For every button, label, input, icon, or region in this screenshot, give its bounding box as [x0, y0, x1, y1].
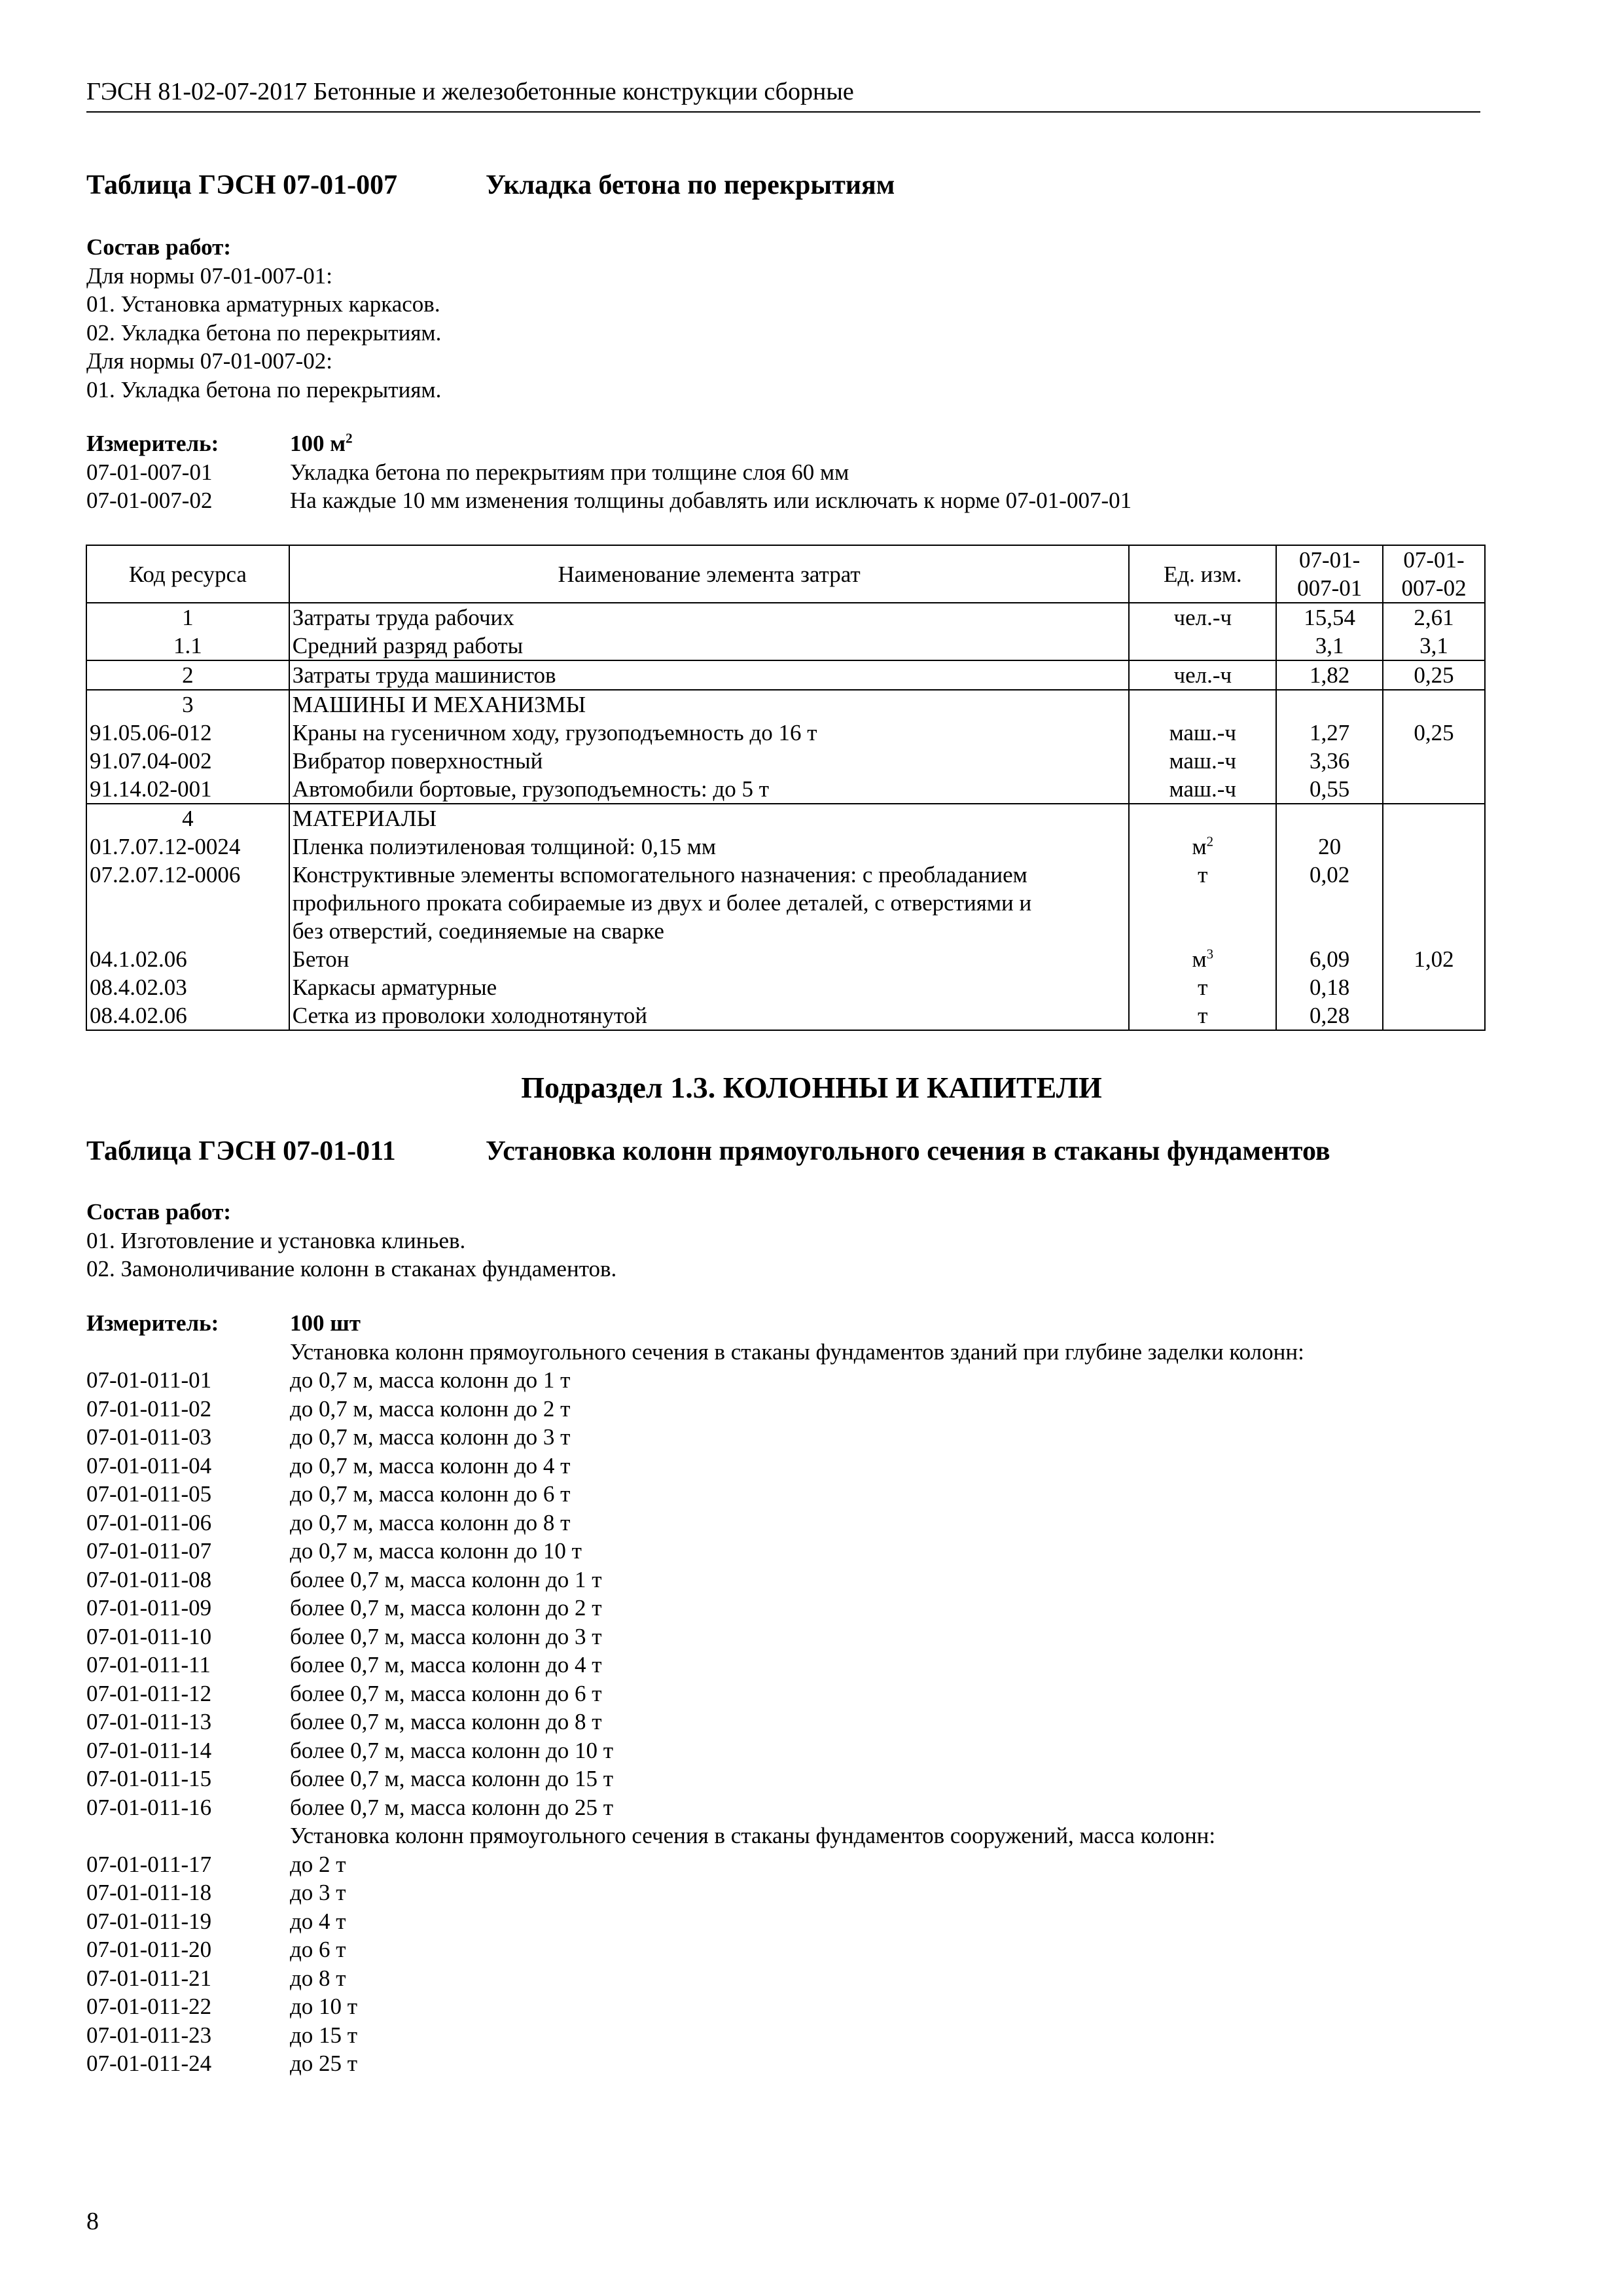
table1-measurer [86, 429, 1132, 515]
norm-text: более 0,7 м, масса колонн до 10 т [290, 1737, 614, 1763]
norm-list-buildings [86, 1366, 1304, 1821]
norm-code: 07-01-011-17 [86, 1851, 212, 1877]
norm-row [86, 2021, 1304, 2050]
measurer-row [86, 1309, 1304, 1338]
table1-code: Таблица ГЭСН 07-01-007 [86, 170, 398, 200]
norm-row [86, 1566, 1304, 1594]
norm-code: 07-01-011-20 [86, 1937, 212, 1962]
norm-text: более 0,7 м, масса колонн до 1 т [290, 1566, 602, 1592]
resource-table [86, 545, 1486, 1031]
table-row: 04.1.02.06 Бетон $м^3$ 6,09 1,02 [86, 945, 1485, 973]
sostav-label: Состав работ: [86, 1199, 231, 1225]
norm-code: 07-01-011-19 [86, 1908, 212, 1934]
table-row: 1.1 Средний разряд работы 3,1 3,1 [86, 632, 1485, 660]
table-row: 91.14.02-001 Автомобили бортовые, грузоподъемность: до 5 т маш.-ч 0,55 [86, 775, 1485, 804]
norm-text: более 0,7 м, масса колонн до 25 т [290, 1794, 614, 1820]
norm-text: более 0,7 м, масса колонн до 3 т [290, 1623, 602, 1649]
norm-row [86, 1964, 1304, 1993]
norm-text: до 0,7 м, масса колонн до 3 т [290, 1424, 571, 1450]
norm-row [86, 1509, 1304, 1537]
norm-code: 07-01-007-01 [86, 459, 213, 485]
norm-row [86, 1395, 1304, 1424]
norm-code: 07-01-011-18 [86, 1880, 212, 1905]
norm-text: до 3 т [290, 1880, 346, 1905]
sostav-line: Для нормы 07-01-007-01: [86, 262, 332, 289]
norm-code: 07-01-007-02 [86, 488, 213, 513]
table1-title: Укладка бетона по перекрытиям [486, 170, 895, 200]
sostav-label: Состав работ: [86, 234, 231, 260]
norm-text: до 4 т [290, 1908, 346, 1934]
norm-code: 07-01-011-07 [86, 1538, 212, 1564]
table2-heading [86, 1135, 1330, 1168]
norm-intro: Установка колонн прямоугольного сечения в стаканы фундаментов сооружений, масса колонн: [290, 1823, 1216, 1848]
norm-code: 07-01-011-15 [86, 1766, 212, 1791]
table-row: 07.2.07.12-0006 Конструктивные элементы вспомогательного назначения: с преобладанием профильного проката собираемые из двух и более деталей, с отверстиями и без отверстий, соединяемые на сварке т 0,02 [86, 861, 1485, 945]
table-row: 2 Затраты труда машинистов чел.-ч 1,82 0,25 [86, 660, 1485, 690]
norm-text: Укладка бетона по перекрытиям при толщине слоя 60 мм [290, 459, 849, 485]
norm-row [86, 458, 1132, 487]
norm-code: 07-01-011-08 [86, 1566, 212, 1592]
norm-row [86, 1480, 1304, 1509]
sostav-line: 01. Изготовление и установка клиньев. [86, 1227, 466, 1253]
measurer-row [86, 429, 1132, 458]
norm-text: более 0,7 м, масса колонн до 8 т [290, 1709, 602, 1734]
norm-list-structures [86, 1850, 1304, 2078]
norm-row [86, 2049, 1304, 2078]
norm-text: до 15 т [290, 2022, 358, 2048]
col-norm1: 07-01- 007-01 [1276, 545, 1383, 603]
norm-text: более 0,7 м, масса колонн до 2 т [290, 1595, 602, 1621]
running-header: ГЭСН 81-02-07-2017 Бетонные и железобетонные конструкции сборные [86, 77, 1480, 113]
norm-row [86, 1765, 1304, 1793]
table-row: 08.4.02.03 Каркасы арматурные т 0,18 [86, 973, 1485, 1001]
col-code: Код ресурса [86, 545, 289, 603]
norm-code: 07-01-011-14 [86, 1737, 212, 1763]
norm-text: до 0,7 м, масса колонн до 4 т [290, 1452, 571, 1479]
norm-row [86, 1423, 1304, 1452]
norm-code: 07-01-011-09 [86, 1595, 212, 1621]
sostav-line: 02. Замоноличивание колонн в стаканах фундаментов. [86, 1256, 617, 1282]
table-row: 91.07.04-002 Вибратор поверхностный маш.-ч 3,36 [86, 747, 1485, 775]
norm-row [86, 1878, 1304, 1907]
table-row: 08.4.02.06 Сетка из проволоки холоднотянутой т 0,28 [86, 1001, 1485, 1030]
table2-code: Таблица ГЭСН 07-01-011 [86, 1136, 396, 1166]
norm-row [86, 1366, 1304, 1395]
measurer-value: 100 $м^2$ [290, 430, 353, 456]
norm-text: более 0,7 м, масса колонн до 6 т [290, 1680, 602, 1706]
norm-row [86, 1736, 1304, 1765]
norm-code: 07-01-011-22 [86, 1994, 212, 2019]
norm-row [86, 1651, 1304, 1679]
table2-title: Установка колонн прямоугольного сечения в стаканы фундаментов [486, 1136, 1330, 1166]
norm-row [86, 1623, 1304, 1651]
sostav-line: Для нормы 07-01-007-02: [86, 348, 332, 374]
norm-code: 07-01-011-04 [86, 1452, 212, 1479]
norm-text: до 6 т [290, 1937, 346, 1962]
measurer-label: Измеритель: [86, 1310, 219, 1336]
norm-intro: Установка колонн прямоугольного сечения в стаканы фундаментов зданий при глубине заделки колонн: [290, 1338, 1304, 1365]
sostav-line: 01. Укладка бетона по перекрытиям. [86, 376, 442, 403]
norm-text: до 0,7 м, масса колонн до 6 т [290, 1481, 571, 1507]
col-norm2: 07-01- 007-02 [1383, 545, 1485, 603]
norm-text: до 0,7 м, масса колонн до 10 т [290, 1538, 582, 1564]
norm-row [86, 1537, 1304, 1566]
col-unit: Ед. изм. [1129, 545, 1276, 603]
norm-code: 07-01-011-11 [86, 1652, 211, 1677]
norm-text: до 0,7 м, масса колонн до 8 т [290, 1509, 571, 1535]
norm-text: до 0,7 м, масса колонн до 1 т [290, 1367, 571, 1393]
norm-code: 07-01-011-13 [86, 1709, 212, 1734]
norm-row [86, 486, 1132, 515]
norm-code: 07-01-011-10 [86, 1623, 212, 1649]
norm-code: 07-01-011-23 [86, 2022, 212, 2048]
norm-text: до 10 т [290, 1994, 358, 2019]
norm-code: 07-01-011-02 [86, 1395, 212, 1422]
norm-text: до 2 т [290, 1851, 346, 1877]
table1-sostav [86, 233, 441, 404]
table-row: 1 Затраты труда рабочих чел.-ч 15,54 2,61 [86, 603, 1485, 632]
measurer-label: Измеритель: [86, 431, 219, 456]
norm-code: 07-01-011-21 [86, 1965, 212, 1991]
page-number: 8 [86, 2208, 99, 2235]
col-name: Наименование элемента затрат [289, 545, 1130, 603]
table1-heading [86, 169, 895, 202]
norm-text: более 0,7 м, масса колонн до 4 т [290, 1652, 602, 1677]
norm-row [86, 1679, 1304, 1708]
table-row: 91.05.06-012 Краны на гусеничном ходу, грузоподъемность до 16 т маш.-ч 1,27 0,25 [86, 719, 1485, 747]
norm-code: 07-01-011-01 [86, 1367, 212, 1393]
sostav-line: 01. Установка арматурных каркасов. [86, 291, 440, 317]
norm-text: до 0,7 м, масса колонн до 2 т [290, 1395, 571, 1422]
measurer-value: 100 шт [290, 1310, 361, 1336]
norm-text: до 8 т [290, 1965, 346, 1991]
norm-code: 07-01-011-06 [86, 1509, 212, 1535]
norm-text: более 0,7 м, масса колонн до 15 т [290, 1766, 614, 1791]
table-header-row [86, 545, 1485, 603]
table2-measurer [86, 1309, 1304, 2078]
norm-row [86, 1850, 1304, 1879]
norm-row [86, 1594, 1304, 1623]
norm-row [86, 1793, 1304, 1822]
norm-text: до 25 т [290, 2051, 358, 2076]
norm-code: 07-01-011-12 [86, 1680, 212, 1706]
norm-row [86, 1907, 1304, 1936]
norm-code: 07-01-011-03 [86, 1424, 212, 1450]
table-row: 3 МАШИНЫ И МЕХАНИЗМЫ [86, 690, 1485, 719]
norm-code: 07-01-011-16 [86, 1794, 212, 1820]
norm-code: 07-01-011-24 [86, 2051, 212, 2076]
norm-code: 07-01-011-05 [86, 1481, 212, 1507]
norm-text: На каждые 10 мм изменения толщины добавлять или исключать к норме 07-01-007-01 [290, 488, 1132, 513]
norm-row [86, 1452, 1304, 1480]
table2-sostav [86, 1198, 616, 1283]
norm-row [86, 1708, 1304, 1736]
sostav-line: 02. Укладка бетона по перекрытиям. [86, 319, 442, 346]
subsection-title: Подраздел 1.3. КОЛОННЫ И КАПИТЕЛИ [521, 1071, 1102, 1104]
table-row: 01.7.07.12-0024 Пленка полиэтиленовая толщиной: 0,15 мм $м^2$ 20 [86, 833, 1485, 861]
norm-row [86, 1992, 1304, 2021]
table-row: 4 МАТЕРИАЛЫ [86, 804, 1485, 833]
norm-row [86, 1935, 1304, 1964]
